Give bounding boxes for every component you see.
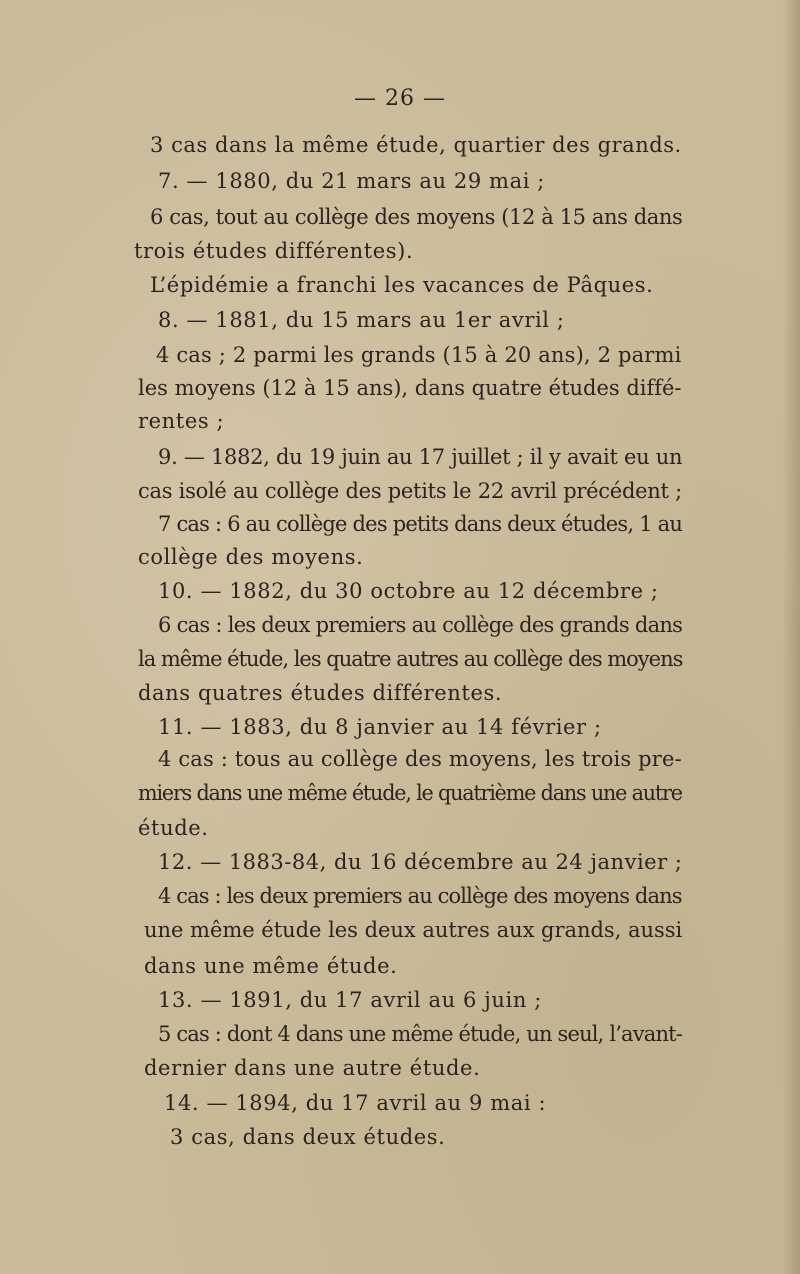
text-line: 6 cas, tout au collège des moyens (12 à 15 ans dans	[150, 205, 683, 229]
text-line: étude.	[138, 816, 209, 840]
text-line: 3 cas dans la même étude, quartier des grands.	[150, 133, 682, 157]
text-line: 7 cas : 6 au collège des petits dans deux études, 1 au	[158, 512, 683, 536]
text-line: 14. — 1894, du 17 avril au 9 mai :	[164, 1091, 547, 1115]
text-line: cas isolé au collège des petits le 22 avril précédent ;	[138, 479, 682, 503]
text-line: L’épidémie a franchi les vacances de Pâques.	[150, 273, 654, 297]
text-line: 5 cas : dont 4 dans une même étude, un seul, l’avant-	[158, 1022, 683, 1046]
text-line: 13. — 1891, du 17 avril au 6 juin ;	[158, 988, 542, 1012]
text-line: 8. — 1881, du 15 mars au 1er avril ;	[158, 308, 565, 332]
text-line: 3 cas, dans deux études.	[170, 1125, 446, 1149]
text-line: dans une même étude.	[144, 954, 398, 978]
text-line: 9. — 1882, du 19 juin au 17 juillet ; il y avait eu un	[158, 445, 683, 469]
text-line: dans quatres études différentes.	[138, 681, 503, 705]
text-line: 11. — 1883, du 8 janvier au 14 février ;	[158, 715, 602, 739]
text-line: 4 cas : tous au collège des moyens, les trois pre-	[158, 747, 682, 771]
text-line: les moyens (12 à 15 ans), dans quatre études diffé-	[138, 376, 682, 400]
text-line: la même étude, les quatre autres au collège des moyens	[138, 647, 683, 671]
text-line: 4 cas ; 2 parmi les grands (15 à 20 ans), 2 parmi	[156, 343, 682, 367]
text-line: 12. — 1883-84, du 16 décembre au 24 janvier ;	[158, 850, 683, 874]
text-line: rentes ;	[138, 409, 225, 433]
text-line: 4 cas : les deux premiers au collège des moyens dans	[158, 884, 682, 908]
page-edge-shadow	[782, 0, 800, 1274]
text-line: dernier dans une autre étude.	[144, 1056, 481, 1080]
text-line: miers dans une même étude, le quatrième dans une autre	[138, 781, 682, 805]
page-number: — 26 —	[354, 86, 446, 111]
text-line: une même étude les deux autres aux grands, aussi	[144, 918, 683, 942]
text-line: 7. — 1880, du 21 mars au 29 mai ;	[158, 169, 545, 193]
text-line: collège des moyens.	[138, 545, 364, 569]
text-line: trois études différentes).	[134, 239, 414, 263]
text-line: 10. — 1882, du 30 octobre au 12 décembre ;	[158, 579, 659, 603]
text-line: 6 cas : les deux premiers au collège des grands dans	[158, 613, 683, 637]
